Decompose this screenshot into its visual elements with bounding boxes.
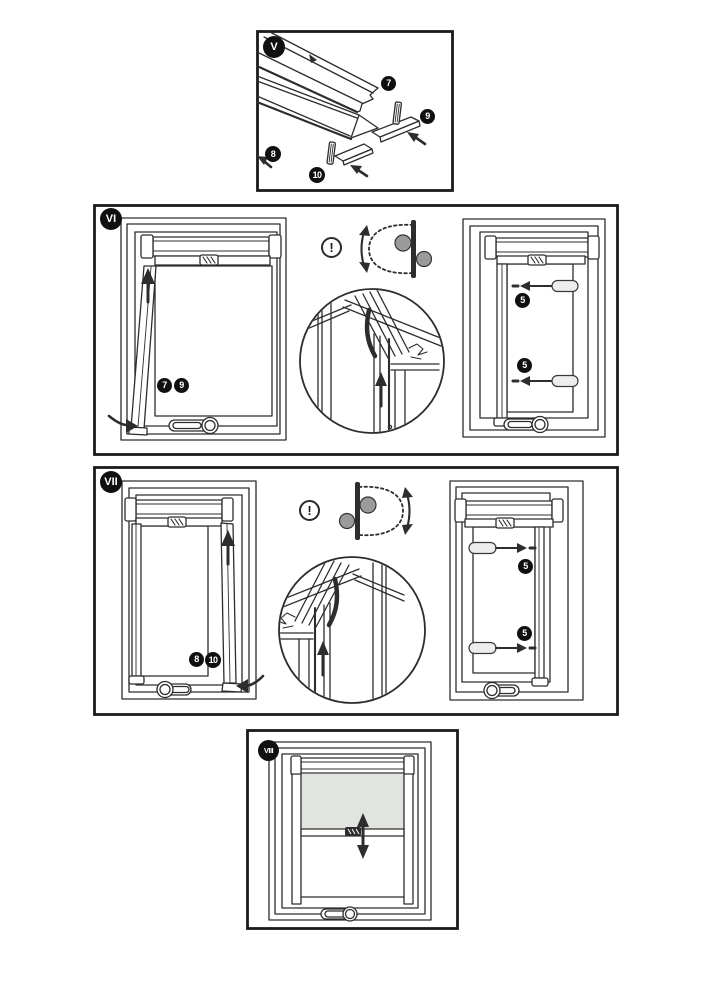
step-badge: V [263,36,285,58]
magnifier-detail [261,557,425,703]
installed-left-rail [129,524,144,684]
part-badge-5: 5 [517,626,532,641]
panel-viii-drawing [246,729,459,930]
blind-fabric [301,774,404,831]
side-rail-being-inserted [221,523,242,692]
window-handle [321,907,357,921]
step-badge: VIII [258,740,279,761]
magnifier-detail [300,289,444,434]
window-install-left-rail [109,218,286,440]
window-screw-fixing [463,219,605,437]
insert-arrow-icon [407,132,425,144]
installed-right-rail [532,527,548,686]
part-badge-9: 9 [420,109,435,124]
part-badge-8: 8 [265,146,281,162]
screw-upper [469,543,535,554]
bottom-rail-profile [257,76,378,139]
part-badge-5: 5 [517,358,532,373]
side-rail-being-inserted [129,266,156,435]
panel-step-vi [93,204,619,456]
part-badge-7: 7 [381,76,396,91]
part-badge-7: 7 [157,378,172,393]
installed-left-rail [494,264,510,426]
part-badge-5: 5 [515,293,530,308]
finished-window-with-blind [269,742,431,921]
window-handle [504,417,548,433]
bracket-part-10 [327,142,373,165]
panel-vii-drawing [93,466,619,716]
panel-step-v [256,30,454,192]
step-badge: VII [100,471,122,493]
blind-bottom-bar [497,255,585,265]
part-badge-5: 5 [518,559,533,574]
blind-bottom-bar [155,255,270,265]
part-badge-10: 10 [309,167,325,183]
panel-step-viii [246,729,459,930]
screw-lower [469,643,535,654]
warning-icon: ! [321,237,342,258]
window-handle [484,683,519,699]
screw-upper [513,281,578,292]
pivot-cam-diagram [340,482,414,540]
window-handle [169,418,218,434]
warning-icon: ! [299,500,320,521]
blind-cassette [291,756,414,775]
window-handle [157,682,191,698]
window-screw-fixing [450,481,583,700]
panel-step-vii [93,466,619,716]
screw-lower [513,376,578,387]
part-badge-10: 10 [205,652,221,668]
panel-vi-drawing [93,204,619,456]
blind-bottom-bar [136,517,222,527]
pivot-cam-diagram [359,220,432,278]
insert-arrow-icon [350,165,367,176]
step-badge: VI [100,208,122,230]
part-badge-8: 8 [189,652,204,667]
part-badge-9: 9 [174,378,189,393]
